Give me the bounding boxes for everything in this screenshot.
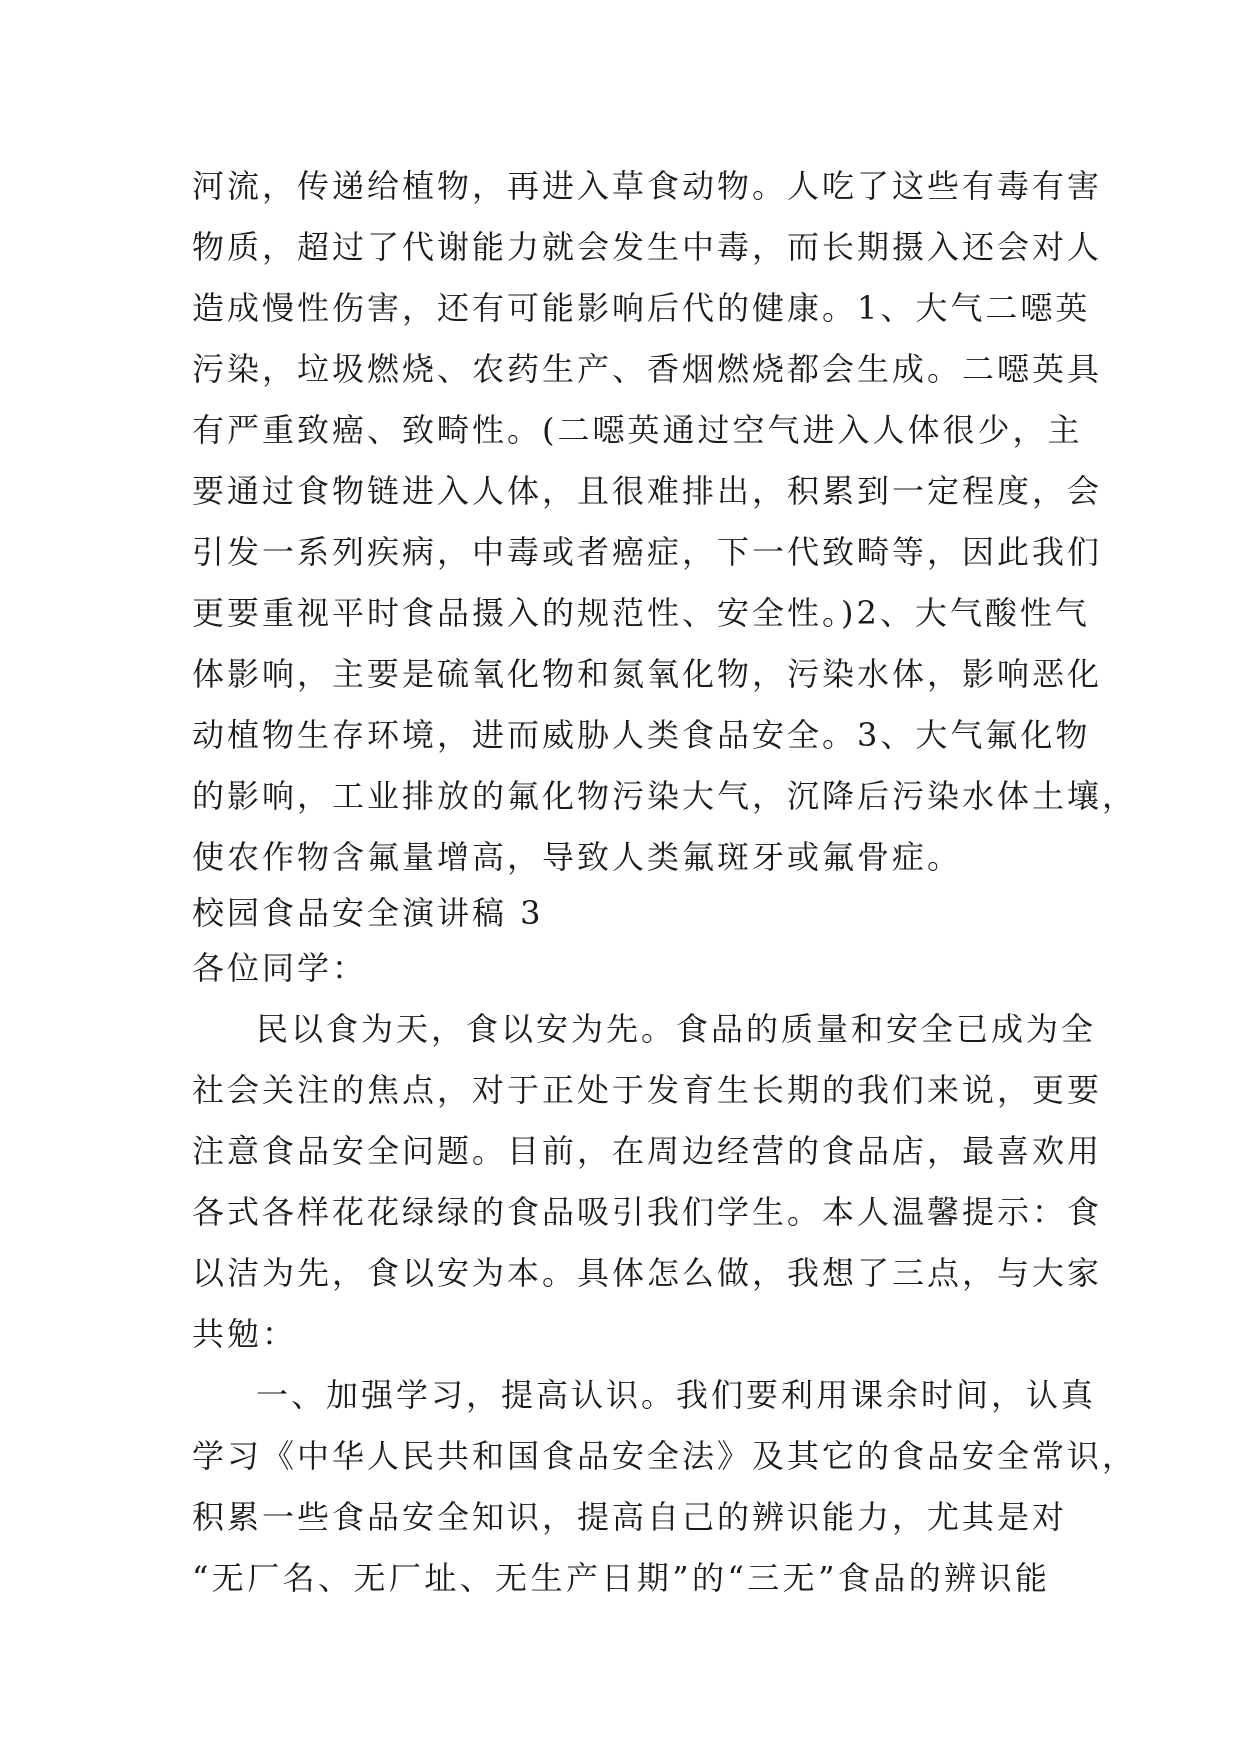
text-line: 引发一系列疾病，中毒或者癌症，下一代致畸等，因此我们	[192, 533, 1103, 571]
text-line: 以洁为先，食以安为本。具体怎么做，我想了三点，与大家	[192, 1254, 1103, 1292]
text-line: 体影响，主要是硫氧化物和氮氧化物，污染水体，影响恶化	[192, 655, 1103, 693]
text-line: 共勉：	[192, 1315, 298, 1353]
text-line: 有严重致癌、致畸性。(二噁英通过空气进入人体很少，主	[192, 411, 1083, 449]
text-line: 学习《中华人民共和国食品安全法》及其它的食品安全常识，	[192, 1437, 1138, 1475]
paragraph-intro	[192, 999, 1103, 1365]
text-line: 民以食为天，食以安为先。食品的质量和安全已成为全	[256, 1010, 1097, 1048]
text-line: 污染，垃圾燃烧、农药生产、香烟燃烧都会生成。二噁英具	[192, 350, 1103, 388]
text-line: 注意食品安全问题。目前，在周边经营的食品店，最喜欢用	[192, 1132, 1103, 1170]
text-line: 的影响，工业排放的氟化物污染大气，沉降后污染水体土壤，	[192, 777, 1138, 815]
text-line: 要通过食物链进入人体，且很难排出，积累到一定程度，会	[192, 472, 1103, 510]
section-title: 校园食品安全演讲稿 3	[192, 894, 544, 932]
salutation: 各位同学：	[192, 949, 368, 987]
text-line: 使农作物含氟量增高，导致人类氟斑牙或氟骨症。	[192, 838, 963, 876]
text-line: 动植物生存环境，进而威胁人类食品安全。3、大气氟化物	[192, 716, 1091, 754]
text-line: 河流，传递给植物，再进入草食动物。人吃了这些有毒有害	[192, 167, 1103, 205]
text-line: 一、加强学习，提高认识。我们要利用课余时间，认真	[256, 1376, 1097, 1414]
paragraph-point-one	[192, 1365, 1138, 1609]
text-line: 更要重视平时食品摄入的规范性、安全性。)2、大气酸性气	[192, 594, 1090, 632]
text-line: 各式各样花花绿绿的食品吸引我们学生。本人温馨提示：食	[192, 1193, 1103, 1231]
document-body	[192, 156, 1138, 1609]
text-line: 造成慢性伤害，还有可能影响后代的健康。1、大气二噁英	[192, 289, 1091, 327]
paragraph-air-pollution	[192, 156, 1138, 888]
text-line: 积累一些食品安全知识，提高自己的辨识能力，尤其是对	[192, 1498, 1068, 1536]
text-line: 物质，超过了代谢能力就会发生中毒，而长期摄入还会对人	[192, 228, 1103, 266]
text-line: “无厂名、无厂址、无生产日期”的“三无”食品的辨识能	[192, 1559, 1050, 1597]
text-line: 社会关注的焦点，对于正处于发育生长期的我们来说，更要	[192, 1071, 1103, 1109]
